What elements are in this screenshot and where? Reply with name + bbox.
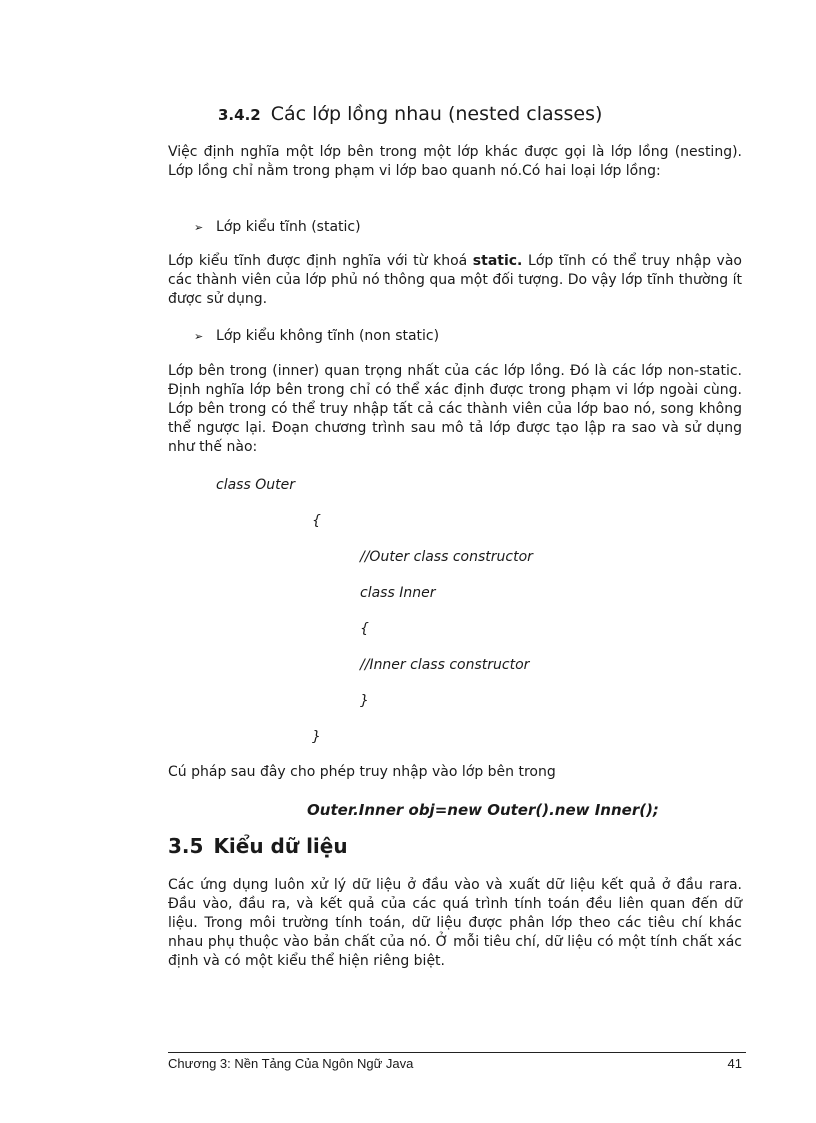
static-paragraph: [168, 252, 742, 309]
bullet-static: [194, 218, 361, 237]
code-line-class-inner: class Inner: [360, 585, 436, 601]
inner-class-paragraph: Lớp bên trong (inner) quan trọng nhất của các lớp lồng. Đó là các lớp non-static. Định nghĩa lớp bên trong chỉ có thể xác định được trong phạm vi lớp ngoài cùng. Lớp bên trong có thể truy nhập tất cả các thành viên của lớp bao nó, song không thể ngược lại. Đoạn chương trình sau mô tả lớp được tạo lập ra sao và sử dụng như thế nào:: [168, 363, 742, 455]
arrow-bullet-icon: ➢: [194, 221, 204, 234]
data-type-paragraph: Các ứng dụng luôn xử lý dữ liệu ở đầu vào và xuất dữ liệu kết quả ở đầu rara. Đầu vào, đầu ra, và kết quả của các quá trình tính toán đều liên quan đến dữ liệu. Trong môi trường tính toán, dữ liệu được phân lớp theo các tiêu chí khác nhau phụ thuộc vào bản chất của nó. Ở mỗi tiêu chí, dữ liệu có một tính chất xác định và có một kiểu thể hiện riêng biệt.: [168, 877, 742, 969]
code-line-outer-constructor-comment: //Outer class constructor: [360, 549, 533, 565]
section-heading: [168, 832, 348, 860]
code-line-class-outer: class Outer: [216, 477, 295, 493]
footer-rule: [168, 1052, 746, 1053]
subsection-number: 3.4.2: [218, 106, 261, 124]
subsection-heading: [218, 100, 602, 129]
static-paragraph-text-end: Lớp tĩnh có thể truy nhập vào các thành viên của lớp phủ nó thông qua một đối tượng. Do vậy lớp tĩnh thường ít được sử dụng.: [168, 253, 742, 307]
code-line-inner-constructor-comment: //Inner class constructor: [360, 657, 530, 673]
code-line-open-brace-inner: {: [360, 621, 369, 637]
intro-paragraph: Việc định nghĩa một lớp bên trong một lớp khác được gọi là lớp lồng (nesting). Lớp lồng chỉ nằm trong phạm vi lớp bao quanh nó.Có hai loại lớp lồng:: [168, 144, 742, 179]
arrow-bullet-icon: ➢: [194, 330, 204, 343]
static-keyword: static.: [472, 253, 523, 269]
bullet-static-label: Lớp kiểu tĩnh (static): [216, 219, 361, 235]
footer-chapter: Chương 3: Nền Tảng Của Ngôn Ngữ Java: [168, 1056, 414, 1071]
code-line-close-brace-inner: }: [360, 693, 369, 709]
page-number: 41: [727, 1056, 742, 1071]
syntax-example: Outer.Inner obj=new Outer().new Inner();: [307, 801, 659, 819]
section-number: 3.5: [168, 834, 204, 858]
section-title: Kiểu dữ liệu: [213, 834, 348, 858]
static-paragraph-text-start: Lớp kiểu tĩnh được định nghĩa với từ khoá: [168, 253, 473, 269]
code-line-open-brace-outer: {: [312, 513, 321, 529]
bullet-nonstatic-label: Lớp kiểu không tĩnh (non static): [216, 328, 440, 344]
subsection-title: Các lớp lồng nhau (nested classes): [270, 103, 603, 125]
bullet-nonstatic: [194, 327, 439, 346]
syntax-intro: Cú pháp sau đây cho phép truy nhập vào lớp bên trong: [168, 764, 556, 780]
code-line-close-brace-outer: }: [312, 729, 321, 745]
